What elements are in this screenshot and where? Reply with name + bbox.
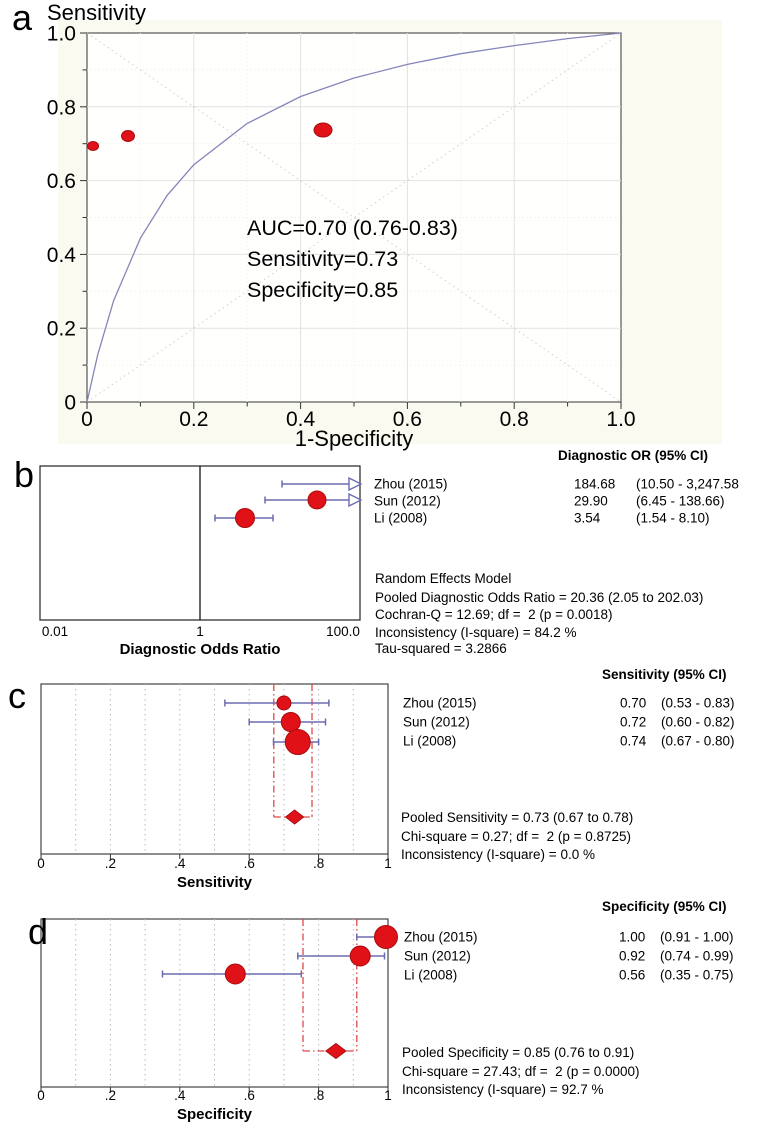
- study-value: 1.00: [619, 929, 646, 945]
- study-name: Sun (2012): [404, 948, 471, 964]
- x-tick-label: 0.2: [179, 408, 209, 431]
- x-tick-label: 0.01: [41, 624, 69, 639]
- study-ci: (10.50 - 3,247.58: [636, 476, 739, 492]
- marker-zhou: [277, 696, 291, 710]
- stat-line: Inconsistency (I-square) = 0.0 %: [401, 847, 595, 862]
- stat-line: Chi-square = 0.27; df = 2 (p = 0.8725): [401, 829, 632, 844]
- panel-b-column-header: Diagnostic OR (95% CI): [558, 448, 709, 463]
- x-tick-label: .2: [104, 1088, 117, 1103]
- x-tick-label: 1: [196, 624, 204, 639]
- x-tick-label: 0: [37, 856, 45, 871]
- x-tick-label: .4: [174, 856, 186, 871]
- marker-li: [236, 509, 255, 528]
- x-tick-label: 100.0: [326, 624, 360, 639]
- panel-d-study-rows: [404, 930, 734, 983]
- panel-b-x-axis-title: Diagnostic Odds Ratio: [119, 641, 281, 658]
- panel-a-x-axis-title: 1-Specificity: [294, 426, 414, 451]
- panel-c-letter: c: [8, 675, 26, 716]
- x-tick-label: 0: [81, 408, 93, 431]
- y-tick-label: 0.2: [46, 317, 76, 341]
- study-value: 0.56: [619, 967, 646, 983]
- stat-line: Inconsistency (I-square) = 92.7 %: [402, 1082, 604, 1097]
- x-tick-label: .4: [174, 1088, 186, 1103]
- study-name: Zhou (2015): [374, 476, 448, 492]
- marker-li: [225, 964, 245, 984]
- y-tick-label: 0.4: [46, 243, 76, 267]
- annotation-sensitivity: Sensitivity=0.73: [247, 247, 399, 271]
- stat-line: Pooled Sensitivity = 0.73 (0.67 to 0.78): [401, 810, 634, 825]
- panel-d-pooled-stats: [402, 1045, 640, 1097]
- marker-li: [285, 730, 310, 755]
- study-name: Sun (2012): [403, 714, 470, 730]
- panel-b-dor-forest-plot: [0, 450, 764, 665]
- panel-a-y-axis-title: Sensitivity: [47, 0, 147, 25]
- study-value: 0.92: [619, 948, 646, 964]
- study-ci: (1.54 - 8.10): [636, 510, 710, 526]
- y-tick-label: 0.8: [46, 96, 76, 120]
- annotation-specificity: Specificity=0.85: [247, 278, 399, 302]
- study-value: 0.70: [620, 695, 647, 711]
- study-value: 0.74: [620, 733, 647, 749]
- study-ci: (6.45 - 138.66): [636, 493, 725, 509]
- study-ci: (0.53 - 0.83): [661, 695, 735, 711]
- panel-c-pooled-stats: [401, 810, 633, 862]
- sroc-point-sun: [122, 131, 135, 142]
- marker-sun: [350, 946, 370, 966]
- x-tick-label: .8: [312, 1088, 325, 1103]
- stat-line: Pooled Specificity = 0.85 (0.76 to 0.91): [402, 1045, 635, 1060]
- marker-sun: [281, 713, 300, 732]
- study-name: Zhou (2015): [403, 695, 477, 711]
- x-tick-label: .6: [243, 856, 255, 871]
- panel-b-pooled-stats: [375, 571, 703, 656]
- x-tick-label: 1: [384, 856, 392, 871]
- panel-b-letter: b: [14, 454, 35, 495]
- marker-zhou: [375, 926, 398, 949]
- panel-c-axis-ticks: [41, 854, 388, 859]
- x-tick-label: .6: [243, 1088, 255, 1103]
- x-tick-label: 1.0: [606, 408, 636, 431]
- x-tick-label: .2: [104, 856, 117, 871]
- study-ci: (0.74 - 0.99): [660, 948, 734, 964]
- study-value: 3.54: [574, 510, 601, 526]
- sroc-point-li: [314, 123, 332, 137]
- x-tick-label: 0.6: [392, 408, 423, 431]
- study-value: 29.90: [574, 493, 608, 509]
- marker-sun: [308, 491, 326, 509]
- panel-b-study-rows: [374, 477, 739, 526]
- panel-a-sroc-plot: [0, 0, 764, 450]
- panel-d-axis-ticks: [41, 1087, 388, 1092]
- stat-line: Random Effects Model: [375, 571, 512, 586]
- x-tick-label: 0.4: [285, 408, 316, 431]
- study-ci: (0.60 - 0.82): [661, 714, 735, 730]
- sroc-point-zhou: [88, 142, 99, 151]
- y-tick-label: 1.0: [46, 22, 76, 46]
- study-name: Zhou (2015): [404, 929, 478, 945]
- panel-c-column-header: Sensitivity (95% CI): [602, 667, 727, 682]
- panel-d-letter: d: [28, 911, 49, 952]
- annotation-auc: AUC=0.70 (0.76-0.83): [247, 216, 458, 240]
- study-ci: (0.91 - 1.00): [660, 929, 734, 945]
- stat-line: Inconsistency (I-square) = 84.2 %: [375, 625, 577, 640]
- panel-d-specificity-forest-plot: [0, 880, 764, 1133]
- panel-d-column-header: Specificity (95% CI): [602, 899, 727, 914]
- study-name: Li (2008): [374, 510, 428, 526]
- x-tick-label: 0.8: [499, 408, 529, 431]
- study-value: 0.72: [620, 714, 647, 730]
- y-tick-label: 0: [64, 391, 76, 415]
- panel-b-x-tick-labels: [42, 624, 360, 639]
- panel-c-x-tick-labels: [37, 856, 392, 871]
- panel-c-sensitivity-forest-plot: [0, 665, 764, 891]
- panel-c-x-axis-title: Sensitivity: [176, 874, 253, 891]
- x-tick-label: 0: [37, 1088, 45, 1103]
- panel-c-study-rows: [403, 696, 735, 749]
- study-name: Li (2008): [403, 733, 457, 749]
- study-name: Sun (2012): [374, 493, 441, 509]
- study-value: 184.68: [574, 476, 616, 492]
- study-name: Li (2008): [404, 967, 458, 983]
- panel-a-letter: a: [12, 0, 33, 38]
- study-ci: (0.35 - 0.75): [660, 967, 734, 983]
- x-tick-label: .8: [312, 856, 325, 871]
- y-tick-label: 0.6: [46, 170, 76, 194]
- panel-d-x-tick-labels: [37, 1088, 392, 1103]
- stat-line: Pooled Diagnostic Odds Ratio = 20.36 (2.05 to 202.03): [375, 590, 704, 605]
- study-ci: (0.67 - 0.80): [661, 733, 735, 749]
- panel-d-x-axis-title: Specificity: [176, 1106, 253, 1123]
- stat-line: Chi-square = 27.43; df = 2 (p = 0.0000): [402, 1064, 640, 1079]
- stat-line: Tau-squared = 3.2866: [375, 641, 507, 656]
- x-tick-label: 1: [384, 1088, 392, 1103]
- stat-line: Cochran-Q = 12.69; df = 2 (p = 0.0018): [375, 607, 613, 622]
